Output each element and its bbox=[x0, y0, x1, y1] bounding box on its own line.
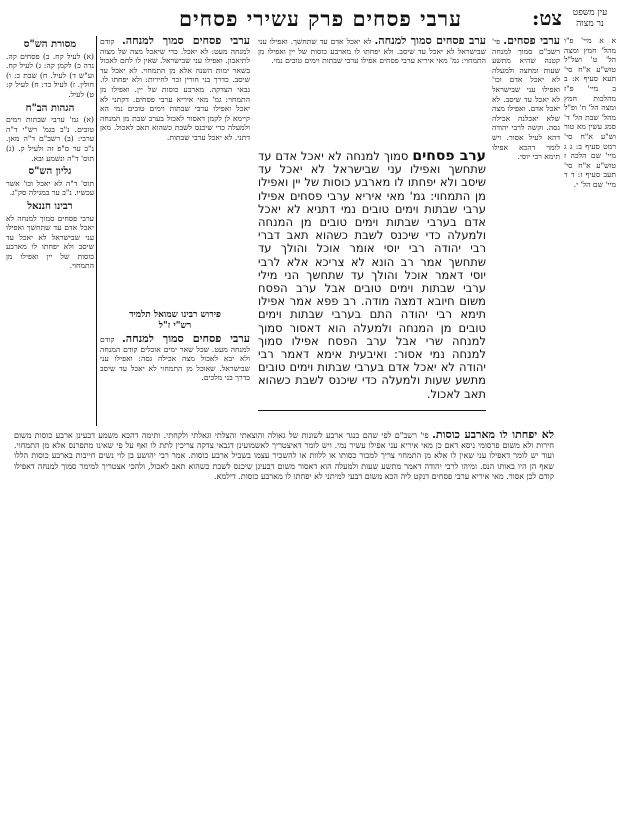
page-header bbox=[8, 4, 612, 38]
left-divider bbox=[96, 36, 97, 426]
folio-number: צט: bbox=[532, 6, 562, 30]
hagahot-heading: הגהות הב"ח bbox=[25, 102, 75, 114]
rashbam-lead2: ערבי פסחים סמוך למנחה. bbox=[121, 334, 250, 345]
rashbam-lead: ערבי פסחים סמוך למנחה. bbox=[121, 36, 250, 47]
rashbam-title-line1: פירוש רבינו שמואל תלמיד bbox=[129, 310, 221, 320]
tosafot-lead: ערבי פסחים. bbox=[503, 36, 560, 47]
gilyon-text: תוס' ד"ה לא יאכל וכו' אשר עכשיו. נ"ב ער במגילה סק"ג. bbox=[6, 178, 94, 198]
ein-mishpat-column-text: א א מיי' פ"ו מהל' חמץ ומצה הל' ט' ושל"ל טוש"ע א"ח סי' תעא סעיף א: ב ב מיי' פ"ז מהלכות חמץ ומצה הל' ח' ופ"ל מהל' שבת הל' ד' סמג עשין מא טור וש"ע א"ח סי' רמט סעיף ב: ג ג מיי' שם הלכה ז טוש"ע א"ח סי' תעב סעיף ז: ד ד מיי' שם הל' י. bbox=[564, 36, 616, 189]
rashbam-title bbox=[100, 310, 250, 332]
tosafot-column bbox=[492, 36, 560, 416]
gemara-intro-text: לא יאכל אדם עד שתחשך. ואפילו עני שבישראל לא יאכל עד שיסב. ולא יפחתו לו מארבע כוסות של יין ואפילו מן התמחוי: גמ' מאי איריא ערבי פסחים אפילו ערבי שבתות וימים טובים נמי. bbox=[258, 37, 486, 66]
ner-mitzva-text: נר מצוה bbox=[576, 19, 604, 29]
bottom-commentary bbox=[14, 430, 554, 482]
mesoret-heading: מסורת הש"ס bbox=[23, 39, 77, 50]
mesoret-text: (א) לעיל קח. ב) פסחים קה. נדה כ) לקמן קה: ג) לעיל קח. וע"ש ד) לעיל. ח) שבת כ: ו) חולין. ז) לעיל כד: ח) לעיל ק: ט) לעיל. bbox=[6, 51, 94, 99]
rashbam-text2: קודם למנחה מעט. שכל שאר ימים אוכלים קודם המנחה ולא יבא לאכול מצה אכילה גסה: ואפילו עני שבישראל. שאוכל מן התמחוי לא יאכל עד שיסב כדרך בני מלכים. bbox=[100, 335, 250, 383]
gemara-main bbox=[258, 150, 486, 401]
gilyon-heading: גליון הש"ס bbox=[28, 166, 72, 178]
hagahot-text: (א) גמ' ערבי שבתות וימים טובים. נ"ב בגמ' רש"י ד"ה ערבי: (ב) רשב"ם ד"ה מאן. נ"ב ער ס"פ זה ולעיל ק. (ג) תוס' ד"ה ונשמע ובא. bbox=[6, 115, 94, 163]
bottom-lead: לא יפחתו לו מארבע כוסות. bbox=[432, 430, 554, 441]
section-divider bbox=[258, 410, 486, 411]
gemara-intro bbox=[258, 36, 486, 146]
rabbenu-chananel-heading: רבינו חננאל bbox=[27, 200, 73, 212]
ein-mishpat-text: עין משפט bbox=[572, 8, 608, 18]
page-title: ערבי פסחים פרק עשירי פסחים bbox=[179, 6, 462, 31]
gemara-text: סמוך למנחה לא יאכל אדם עד שתחשך ואפילו עני שבישראל לא יאכל עד שיסב ולא יפחתו לו מארבע כוסות של יין ואפילו מן התמחוי: גמ' מאי איריא ערבי פסחים אפילו ערבי שבתות וימים טובים נמי דתניא לא יאכל אדם בערבי שבתות וימים טובים מן המנחה ולמעלה כדי שיכנס לשבת כשהוא תאב דברי רבי יהודה רבי יוסי אומר אוכל והולך עד שתחשך אמר רב הונא לא צריכא אלא לרבי יוסי דאמר אוכל והולך עד שתחשך הני מילי ערבי שבתות וימים טובים אבל ערב הפסח משום חיובא דמצה מודה. רב פפא אמר אפילו תימא רבי יהודה התם בערבי שבתות וימים טובים מן המנחה ולמעלה הוא דאסור סמוך למנחה שרי אבל ערב הפסח אפילו סמוך למנחה נמי אסור: ואיבעית אימא דאמר רבי יהודה לא יאכל אדם בערבי שבתות וימים טובים מתשע שעות ולמעלה כדי שיכנס לשבת כשהוא תאב לאכול. bbox=[258, 150, 486, 401]
ein-mishpat-label bbox=[568, 8, 612, 30]
rashbam-bottom bbox=[100, 334, 250, 426]
rashbam-text: קודם למנחה מעט: לא יאכל. כדי שיאכל מצה של מצוה לתיאבון. ואפילו עני שבישראל. שאין לו לחם לאכול בשאר ימות השנה אלא מן התמחוי. לא יאכל עד שיסב. כדרך בני חורין זכר לחירות: ולא יפחתו לו. גבאי הצדקה. מארבע כוסות של יין. ואפילו מן התמחוי: גמ' מאי איריא ערבי פסחים. דקתני לא יאכל ואפילו ערבי שבתות וימים טובים נמי הא קיימא לן לקמן דאסור לאכול בערב שבת מן המנחה ולמעלה כדי שיכנס לשבת כשהוא תאב לאכול. מאן דתני. לא יאכל ערבי שבתות. bbox=[100, 37, 250, 142]
left-margin bbox=[6, 36, 94, 426]
bottom-text: פי' רשב"ם לפי שהם כנגד ארבע לשונות של גאולה והוצאתי והצלתי וגאלתי ולקחתי. ותימה דהכא משמע דבעינן ארבע כוסות משום חירות ולא משום פרסומי ניסא דאם כן מאי איריא עני אפילו עשיר נמי. ויש לומר דאיצטריך לאשמועינן דגבאי צדקה צריכין לתת לו ואף על פי שאינו מתפרנס אלא מן התמחוי. ועוד יש לומר דאפילו עני שאין לו אלא מן התמחוי צריך למכור כסותו או ללוות או להשכיר עצמו בשביל ארבע כוסות. אמר רבי יהושע בן לוי נשים חייבות בארבע כוסות הללו שאף הן היו באותו הנס. ומיהו לרבי יהודה דאמר מתשע שעות ולמעלה הוא דאסור משום דבעינן שיכנס לשבת כשהוא תאב לאכול, ולהכי אצטריך למימר סמוך למנחה דאפילו קודם לכן אסור. מאי איריא ערבי פסחים דנקט ליה הכא משום דבעי למיתני לא יפחתו לו מארבע כוסות. דילמא. bbox=[14, 431, 554, 481]
rabbenu-chananel-text: ערבי פסחים סמוך למנחה לא יאכל אדם עד שתחשך ואפילו עני שבישראל לא יאכל עד שיסב ולא יפחתו לו מארבע כוסות של יין ואפילו מן התמחוי. bbox=[6, 213, 94, 271]
tosafot-text: פי' רשב"ם סמוך למנחה קטנה שהיא מתשע שעות ומחצה ולמעלה לא יאכל אדם וכו' ואפילו עני שבישראל לא יאכל עד שיסב. לא יאכל אדם. ואפילו מצה שלא יאכלנה אכילה גסה. וקשה לרבי יהודה דהא לעיל אסור. ויש לומר דהכא אפילו תימא רבי יוסי. bbox=[492, 37, 560, 162]
rashbam-title-line2: רש"י ז"ל bbox=[158, 321, 192, 331]
gemara-head: ערב פסחים bbox=[412, 150, 486, 164]
ein-mishpat-column bbox=[564, 36, 616, 416]
gemara-intro-lead: ערב פסחים סמוך למנחה. bbox=[374, 36, 486, 47]
rashbam-top bbox=[100, 36, 250, 306]
